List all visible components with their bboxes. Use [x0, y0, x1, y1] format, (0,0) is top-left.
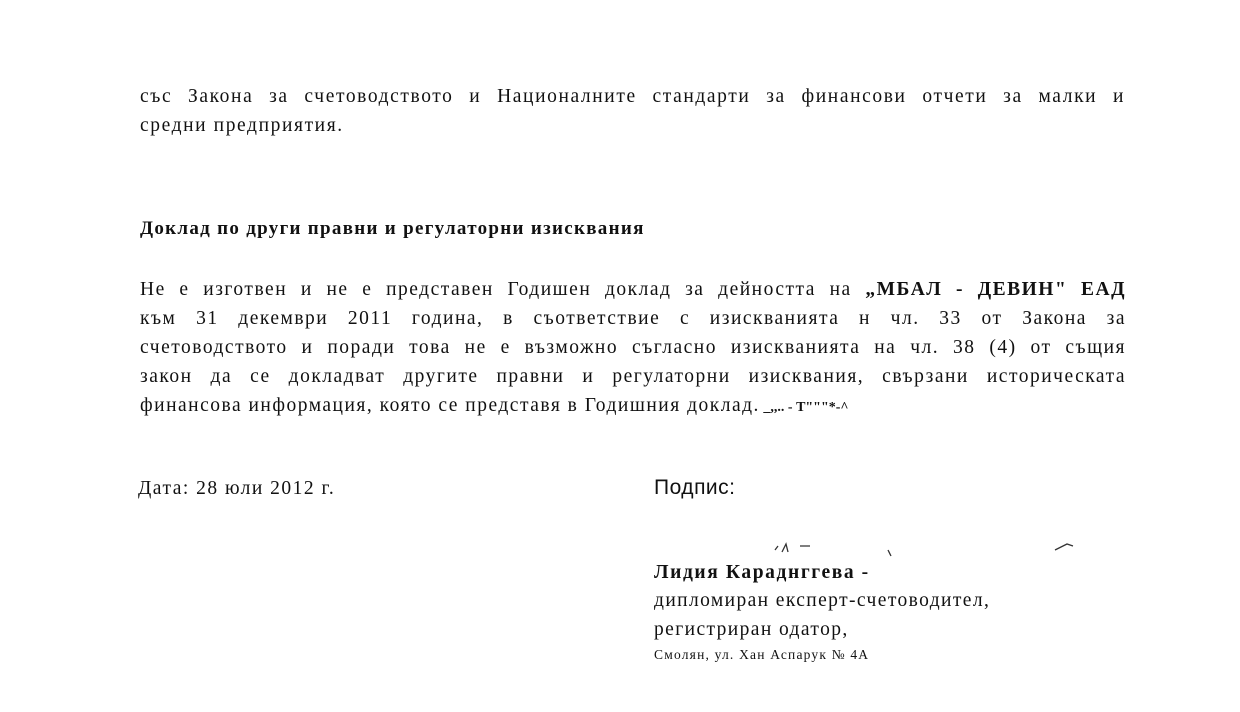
scan-artifact-text: _,,.. - Т"""*-^ [759, 400, 849, 415]
report-line-4: закон да се докладват другите правни и регулаторни изисквания, свързани историческата [140, 366, 1126, 387]
intro-paragraph [140, 82, 1125, 140]
report-line-2: към 31 декември 2011 година, в съответствие с изискванията н чл. 33 от Закона за [140, 308, 1126, 329]
report-line-1 [140, 275, 1126, 304]
signer-name: Лидия Караднггева - [654, 562, 870, 583]
report-line-1-text: Не е изготвен и не е представен Годишен доклад за дейността на [140, 279, 866, 300]
section-heading: Доклад по други правни и регулаторни изисквания [140, 218, 645, 239]
report-date: Дата: 28 юли 2012 г. [138, 478, 336, 499]
signer-title: дипломиран експерт-счетоводител, [654, 590, 991, 611]
signer-registration: регистриран одатор, [654, 619, 849, 640]
intro-line-1: със Закона за счетоводството и Националните стандарти за финансови отчети за малки и [140, 86, 1125, 107]
report-paragraph [140, 275, 1126, 422]
signature-scribble [770, 540, 1090, 558]
report-line-5-text: финансова информация, която се представя в Годишния доклад. [140, 395, 760, 416]
report-line-3: счетоводството и поради това не е възможно съгласно изискванията на чл. 38 (4) от същия [140, 337, 1126, 358]
signer-address: Смолян, ул. Хан Аспарук № 4А [654, 647, 870, 662]
intro-line-2: средни предприятия. [140, 115, 344, 136]
report-line-5 [140, 391, 1126, 422]
company-name: „МБАЛ - ДЕВИН" ЕАД [865, 279, 1126, 300]
signature-label: Подпис: [654, 476, 736, 499]
